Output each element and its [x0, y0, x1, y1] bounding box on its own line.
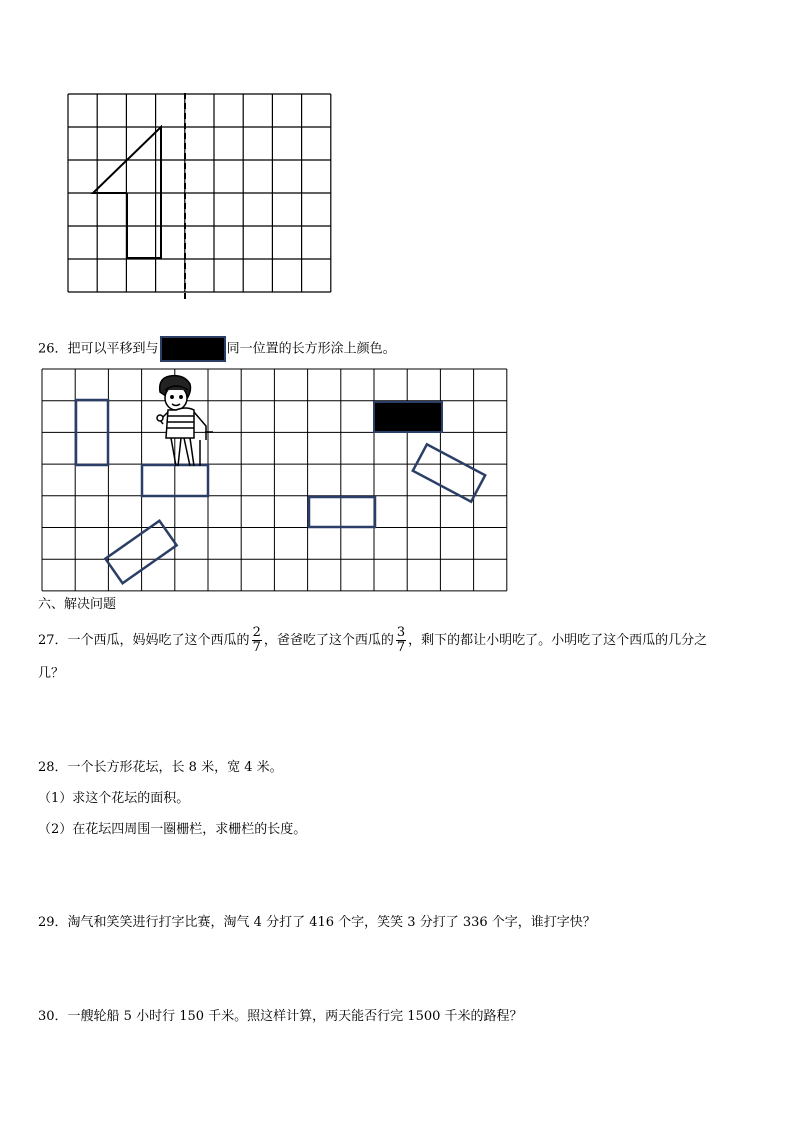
question-30	[38, 1007, 523, 1027]
question-number: 26．	[38, 341, 68, 357]
denominator: 7	[396, 640, 406, 655]
section-heading: 六、解决问题	[38, 597, 117, 612]
tilted-rectangle[interactable]	[413, 444, 485, 501]
question-text: ，爸爸吃了这个西瓜的	[263, 633, 394, 648]
question-text: 一艘轮船 5 小时行 150 千米。照这样计算，两天能否行完 1500 千米的路程？	[67, 1009, 523, 1024]
question-number: 29．	[38, 915, 68, 930]
question-number: 30．	[38, 1009, 68, 1024]
denominator: 7	[252, 640, 261, 655]
question-text: 一个西瓜，妈妈吃了这个西瓜的	[67, 633, 250, 648]
question-28-part-2: （2）在花坛四周围一圈栅栏，求栅栏的长度。	[38, 822, 307, 837]
black-rectangle	[374, 402, 442, 432]
question-text: ，剩下的都让小明吃了。小明吃了这个西瓜的几分之	[408, 633, 708, 648]
question-text: 同一位置的长方形涂上颜色。	[226, 341, 396, 357]
fraction-three-sevenths	[396, 626, 406, 655]
question-text: 一个长方形花坛，长 8 米，宽 4 米。	[67, 760, 283, 775]
tilted-rectangle[interactable]	[105, 521, 176, 583]
horizontal-rectangle[interactable]	[309, 497, 375, 527]
question-27	[38, 626, 707, 655]
question-27-continued: 几？	[38, 666, 65, 681]
boy-illustration	[157, 376, 213, 466]
numerator: 3	[396, 625, 406, 640]
question-number: 28．	[38, 760, 68, 775]
question-number: 27．	[38, 633, 68, 648]
question-29	[38, 913, 596, 933]
question-28-part-1: （1）求这个花坛的面积。	[38, 791, 190, 806]
question-text: 淘气和笑笑进行打字比赛，淘气 4 分打了 416 个字，笑笑 3 分打了 336 个字，谁打字快？	[67, 915, 596, 930]
question-28	[38, 758, 283, 778]
fraction-two-sevenths	[252, 626, 262, 655]
question-text: 把可以平移到与	[67, 341, 159, 357]
numerator: 2	[252, 625, 261, 640]
